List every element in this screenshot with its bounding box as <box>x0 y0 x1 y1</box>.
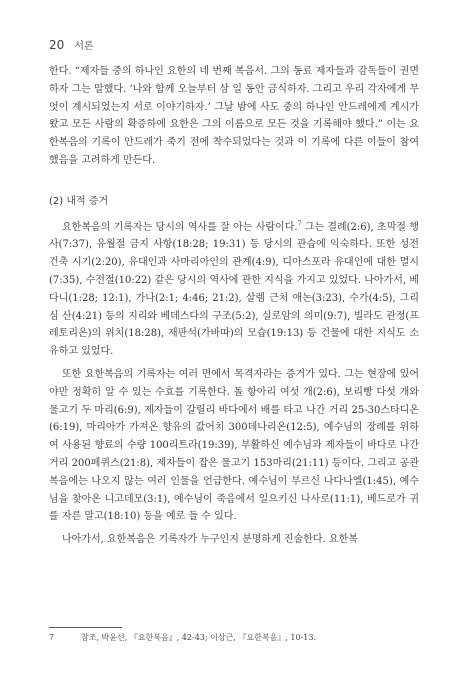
footnote-reference[interactable]: 7 <box>297 220 302 228</box>
section-title: 서론 <box>74 41 94 52</box>
footnote-divider <box>49 627 122 628</box>
paragraph-historical-knowledge <box>49 219 419 361</box>
paragraph-author-statement: 나아가서, 요한복음은 기록자가 누구인지 분명하게 진술한다. 요한복 <box>62 534 358 546</box>
paragraph-text: 요한복음의 기록자는 당시의 역사를 잘 아는 사람이다. <box>62 221 298 233</box>
footnote-text: 참조, 박윤선, 『요한복음』, 42-43; 이상근, 『요한복음』, 10-13. <box>81 633 316 642</box>
footnote-number: 7 <box>49 633 55 642</box>
footnote <box>49 632 419 643</box>
paragraph-text: 그는 결례(2:6), 초막절 행사(7:37), 유월절 금지 사항(18:28; 19:31) 등 당시의 관습에 익숙하다. 또한 성전 건축 시기(2:20), 유대인과 사마리아인의 관계(4:9), 디아스포라 유대인에 대한 멸시(7:35), 수전절(10:22) 같은 당시의 역사에 관한 지식을 가지고 있었다. 나아가서, 베다니(1:28; 12:1), 가나(2:1; 4:46; 21:2), 살렘 근처 애논(3:23), 수가(4:5), 그리심 산(4:21) 등의 지리와 베데스다의 구조(5:2), 실로암의 의미(9:7), 빌라도 관정(프레토리온)의 위치(18:28), 재판석(가바따)의 모습(19:13) 등 건물에 대한 지식도 소유하고 있었다. <box>49 221 419 358</box>
page-number: 20 <box>49 38 65 52</box>
body-text <box>49 63 419 549</box>
intro-paragraph: 한다. “제자들 중의 하나인 요한의 네 번째 복음서. 그의 동료 제자들과 감독들이 권면하자 그는 말했다. ‘나와 함께 오늘부터 삼 일 동안 금식하자. 그리고 우리 각자에게 무엇이 계시되었는지 서로 이야기하자.’ 그날 밤에 사도 중의 하나인 안드레에게 계시가 왔고 모든 사람의 확증하에 요한은 그의 이름으로 모든 것을 기록해야 했다.” 이는 요한복음의 기록이 안드레가 죽기 전에 착수되었다는 것과 이 기록에 다른 이들이 참여했음을 고려하게 만든다. <box>49 66 419 166</box>
paragraph-eyewitness: 또한 요한복음의 기록자는 여러 면에서 목격자라는 증거가 있다. 그는 현장에 있어야만 정확히 알 수 있는 수효를 기록한다. 돌 항아리 여섯 개(2:6), 보리빵 다섯 개와 물고기 두 마리(6:9), 제자들이 갈릴리 바다에서 배를 타고 나간 거리 25-30스타디온(6:19), 마리아가 가져온 향유의 값어치 300데나리온(12:5), 예수님의 장례를 위하여 사용된 향료의 수량 100리트라(19:39), 부활하신 예수님과 제자들이 바다로 나간 거리 200페퀴스(21:8), 제자들이 잡은 물고기 153마리(21:11) 등이다. 그리고 공관복음에는 나오지 않는 여러 인물을 언급한다. 예수님이 부르신 나다나엘(1:45), 예수님을 찾아온 니고데모(3:1), 예수님이 죽음에서 일으키신 나사로(11:1), 베드로가 귀를 자른 말고(18:10) 등을 예로 들 수 있다. <box>49 368 419 523</box>
running-header <box>49 34 94 53</box>
section-heading: (2) 내적 증거 <box>49 195 109 207</box>
